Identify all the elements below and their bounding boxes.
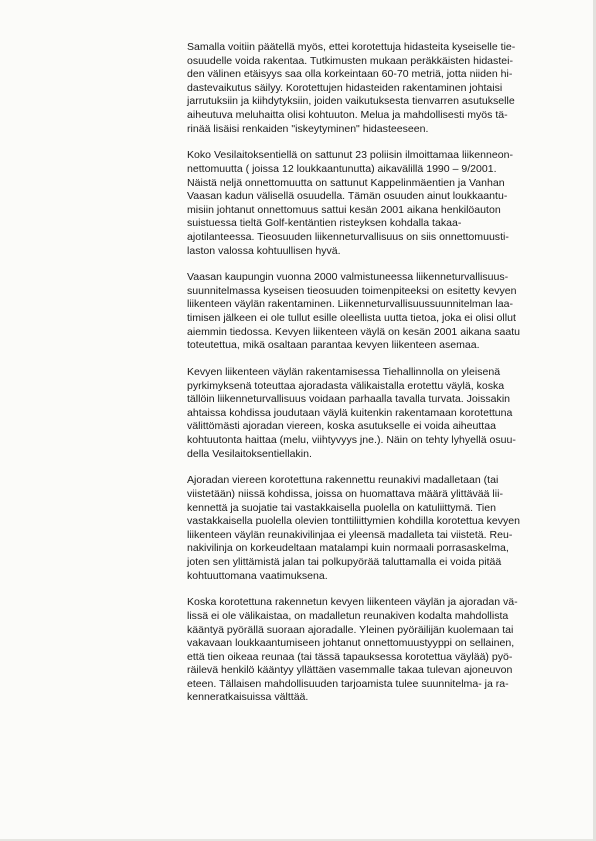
text-line: liikenteen väylän rakentaminen. Liikenneturvallisuussuunnitelman laa- xyxy=(187,298,513,311)
text-line: räilevä henkilö kääntyy yllättäen vasemmalle takaa tulevan ajoneuvon xyxy=(187,664,513,677)
text-line: liikenteen väylän reunakivilinjaa ei yleensä madalleta tai viistetä. Reu- xyxy=(187,528,513,541)
text-line: della Vesilaitoksentiellakin. xyxy=(187,447,312,460)
text-line: Vaasan kadun välisellä osuudella. Tämän osuuden ainut loukkaantu- xyxy=(187,190,508,203)
text-line: timisen jälkeen ei ole tullut esille oleellista uutta tietoa, joka ei olisi ollut xyxy=(187,312,516,325)
text-line: aiheutuva meluhaitta olisi kohtuuton. Melua ja mahdollisesti myös tä- xyxy=(187,108,508,121)
paragraph-2 xyxy=(187,149,567,258)
paragraph-1 xyxy=(187,41,567,136)
text-line: Kevyen liikenteen väylän rakentamisessa Tiehallinnolla on yleisenä xyxy=(187,366,501,379)
text-line: den välinen etäisyys saa olla korkeintaan 60-70 metriä, jotta niiden hi- xyxy=(187,68,513,81)
text-line: lissä ei ole välikaistaa, on madalletun reunakiven kodalta mahdollista xyxy=(187,609,509,622)
text-line: joten sen ylittämistä jalan tai polkupyörää taluttamalla ei voida pitää xyxy=(187,555,502,568)
text-line: Koko Vesilaitoksentiellä on sattunut 23 poliisin ilmoittamaa liikenneon- xyxy=(187,149,513,162)
body-text xyxy=(187,41,567,718)
text-line: Ajoradan viereen korotettuna rakennettu reunakivi madalletaan (tai xyxy=(187,474,499,487)
paragraph-6 xyxy=(187,596,567,705)
text-line: ahtaissa kohdissa joudutaan väylä kuitenkin rakentamaan korotettuna xyxy=(187,406,513,419)
text-line: vastakkaisella puolella olevien tonttiliittymien kohdilla korotettua kevyen xyxy=(187,515,520,528)
text-line: tällöin liikenneturvallisuus voidaan parhaalla tavalla turvata. Joissakin xyxy=(187,393,511,406)
text-line: Vaasan kaupungin vuonna 2000 valmistuneessa liikenneturvallisuus- xyxy=(187,271,509,284)
text-line: toteutettua, mikä osaltaan parantaa kevyen liikenteen asemaa. xyxy=(187,339,480,352)
text-line: nettomuutta ( joissa 12 loukkaantunutta) aikavälillä 1990 – 9/2001. xyxy=(187,162,497,175)
text-line: kääntyä pyörällä suoraan ajoradalle. Yleinen pyöräilijän kuolemaan tai xyxy=(187,623,514,636)
text-line: osuudelle voida rakentaa. Tutkimusten mukaan peräkkäisten hidastei- xyxy=(187,54,513,67)
text-line: suistuessa tieltä Golf-kentäntien risteyksen kohdalla takaa- xyxy=(187,217,462,230)
text-line: jarrutuksiin ja kiihdytyksiin, joiden vaikutuksesta tienvarren asutukselle xyxy=(187,95,515,108)
text-line: viistetään) niissä kohdissa, joissa on huomattava määrä ylittävää lii- xyxy=(187,487,503,500)
text-line: Koska korotettuna rakennetun kevyen liikenteen väylän ja ajoradan vä- xyxy=(187,596,518,609)
paragraph-4 xyxy=(187,366,567,461)
text-line: ajotilanteessa. Tieosuuden liikenneturvallisuus on siis onnettomuusti- xyxy=(187,230,509,243)
text-line: kohtuutonta haittaa (melu, viihtyvyys jne.). Näin on tehty lyhyellä osuu- xyxy=(187,434,516,446)
text-line: aiemmin tiedossa. Kevyen liikenteen väylä on kesän 2001 aikana saatu xyxy=(187,325,521,338)
text-line: eteen. Tällaisen mahdollisuuden tarjoamista tulee suunnitelma- ja ra- xyxy=(187,677,509,690)
text-line: Näistä neljä onnettomuutta on sattunut Kappelinmäentien ja Vanhan xyxy=(187,176,505,189)
text-line: Samalla voitiin päätellä myös, ettei korotettuja hidasteita kyseiselle tie- xyxy=(187,41,516,53)
text-line: kennettä ja suojatie tai vastakkaisella puolella on katuliittymä. Tien xyxy=(187,501,496,514)
text-line: laston valossa kohtuullisen hyvä. xyxy=(187,244,341,257)
text-line: misiin johtanut onnettomuus sattui kesän 2001 aikana henkilöauton xyxy=(187,203,501,216)
text-line: pyrkimyksenä toteuttaa ajoradasta välikaistalla erotettu väylä, koska xyxy=(187,379,505,392)
text-line: kenneratkaisuissa välttää. xyxy=(187,691,309,704)
text-line: vakavaan loukkaantumiseen johtanut onnettomuustyyppi on sellainen, xyxy=(187,637,515,650)
text-line: välittömästi ajoradan viereen, koska asutukselle ei voida aiheuttaa xyxy=(187,420,496,433)
paragraph-5 xyxy=(187,474,567,583)
paragraph-3 xyxy=(187,271,567,353)
text-line: dastevaikutus säilyy. Korotettujen hidasteiden rakentaminen johtaisi xyxy=(187,81,503,94)
text-line: että tien oikeaa reunaa (tai tässä tapauksessa korotettua väylää) pyö- xyxy=(187,650,513,663)
text-line: kohtuuttomana vaatimuksena. xyxy=(187,569,328,582)
text-line: nakivilinja on korkeudeltaan matalampi kuin normaali porrasaskelma, xyxy=(187,542,509,555)
text-line: suunnitelmassa kyseisen tieosuuden toimenpiteeksi on esitetty kevyen xyxy=(187,284,517,297)
text-line: rinää lisäisi renkaiden "iskeytyminen" hidasteeseen. xyxy=(187,122,429,135)
